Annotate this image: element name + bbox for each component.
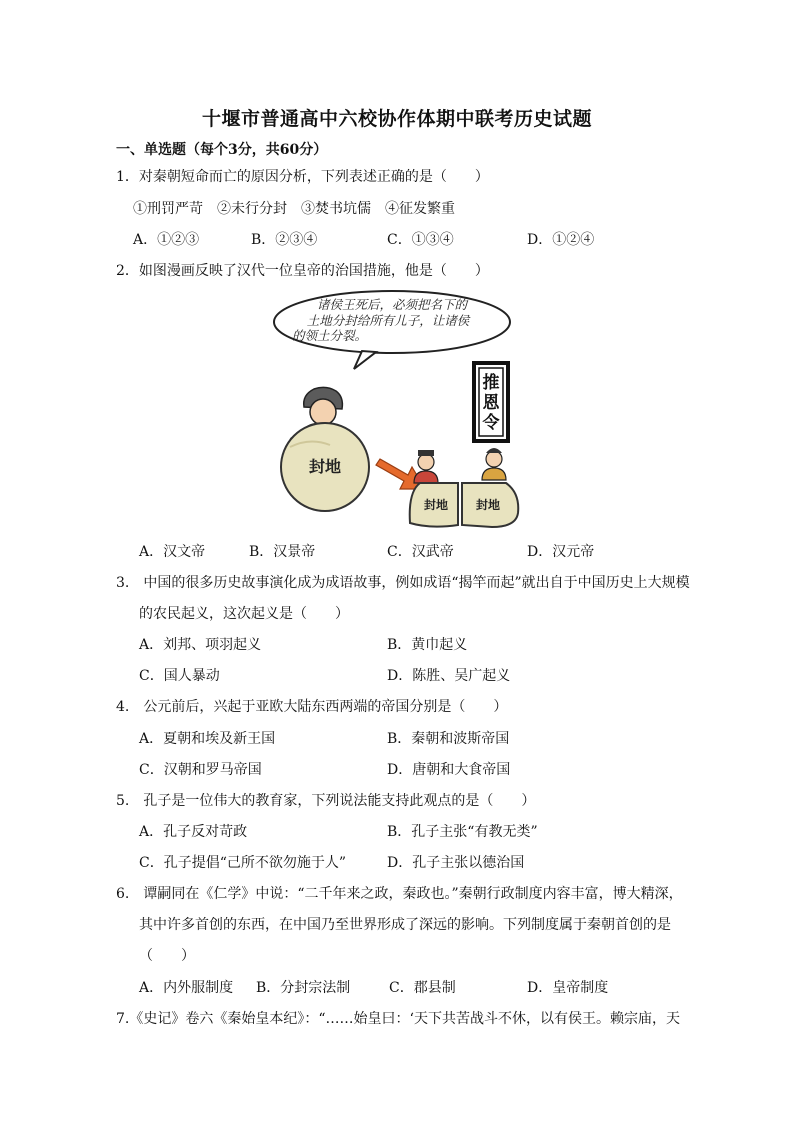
q1-option-b: B．②③④ [251,232,318,248]
big-ball-label: 封地 [308,457,342,476]
q1-option-a: A．①②③ [133,232,200,248]
piece-left-label: 封地 [423,498,449,512]
split-land-pieces [410,483,519,527]
q6-stem-line-1: 6. 谭嗣同在《仁学》中说：“二千年来之政，秦政也。”秦朝行政制度内容丰富，博大精深， [116,886,683,902]
q6-option-d: D．皇帝制度 [527,980,609,996]
q4-option-b: B．秦朝和波斯帝国 [387,731,510,747]
q2-option-b: B．汉景帝 [249,544,316,560]
q1-stem: 1．对秦朝短命而亡的原因分析，下列表述正确的是（ ） [116,169,489,185]
speech-line-2: 土地分封给所有儿子，让诸侯 [306,313,470,328]
q2-option-d: D．汉元帝 [527,544,595,560]
q5-option-d: D．孔子主张以德治国 [387,855,525,871]
speech-line-3: 的领土分裂。 [292,328,368,343]
q6-option-c: C．郡县制 [389,980,456,996]
q4-option-a: A．夏朝和埃及新王国 [139,731,276,747]
heir-figure-right [482,448,506,480]
sign-char-2: 恩 [482,393,500,413]
q6-stem-line-3: （ ） [139,948,195,964]
q3-option-a: A．刘邦、项羽起义 [139,637,262,653]
q4-option-c: C．汉朝和罗马帝国 [139,762,262,778]
q1-option-d: D．①②④ [527,232,595,248]
big-land-ball [281,423,369,511]
piece-right-label: 封地 [475,498,501,512]
q6-option-a: A．内外服制度 [139,980,234,996]
q4-stem: 4. 公元前后，兴起于亚欧大陆东西两端的帝国分别是（ ） [116,699,508,715]
q3-option-b: B．黄巾起义 [387,637,468,653]
q4-option-d: D．唐朝和大食帝国 [387,762,511,778]
q5-option-c: C．孔子提倡“己所不欲勿施于人” [139,855,347,871]
q2-option-a: A．汉文帝 [139,544,206,560]
q5-stem: 5. 孔子是一位伟大的教育家，下列说法能支持此观点的是（ ） [116,793,536,809]
q6-stem-line-2: 其中许多首创的东西，在中国乃至世界形成了深远的影响。下列制度属于秦朝首创的是 [139,917,671,933]
q1-items: ①刑罚严苛 ②未行分封 ③焚书坑儒 ④征发繁重 [133,201,455,217]
q6-option-b: B．分封宗法制 [256,980,351,996]
q3-option-d: D．陈胜、吴广起义 [387,668,511,684]
speech-line-1: 诸侯王死后，必须把名下的 [316,297,468,312]
q5-option-a: A．孔子反对苛政 [139,824,248,840]
q2-option-c: C．汉武帝 [387,544,454,560]
q3-stem-line-1: 3. 中国的很多历史故事演化成为成语故事，例如成语“揭竿而起”就出自于中国历史上大规模 [116,575,690,591]
q5-option-b: B．孔子主张“有教无类” [387,824,538,840]
tuienling-sign [474,363,508,441]
exam-title: 十堰市普通高中六校协作体期中联考历史试题 [201,108,592,130]
q1-option-c: C．①③④ [387,232,454,248]
q3-stem-line-2: 的农民起义，这次起义是（ ） [139,606,349,622]
heir-figure-left [414,450,438,483]
q2-stem: 2．如图漫画反映了汉代一位皇帝的治国措施，他是（ ） [116,263,489,279]
section-heading: 一、单选题（每个3分，共60分） [116,142,328,158]
speech-bubble [274,291,510,369]
q3-option-c: C．国人暴动 [139,668,220,684]
sign-char-1: 推 [482,373,500,393]
q7-stem: 7.《史记》卷六《秦始皇本纪》：“……始皇曰：‘天下共苦战斗不休，以有侯王。赖宗庙，天 [116,1011,680,1027]
tuienling-comic [270,287,520,532]
sign-char-3: 令 [482,413,500,433]
